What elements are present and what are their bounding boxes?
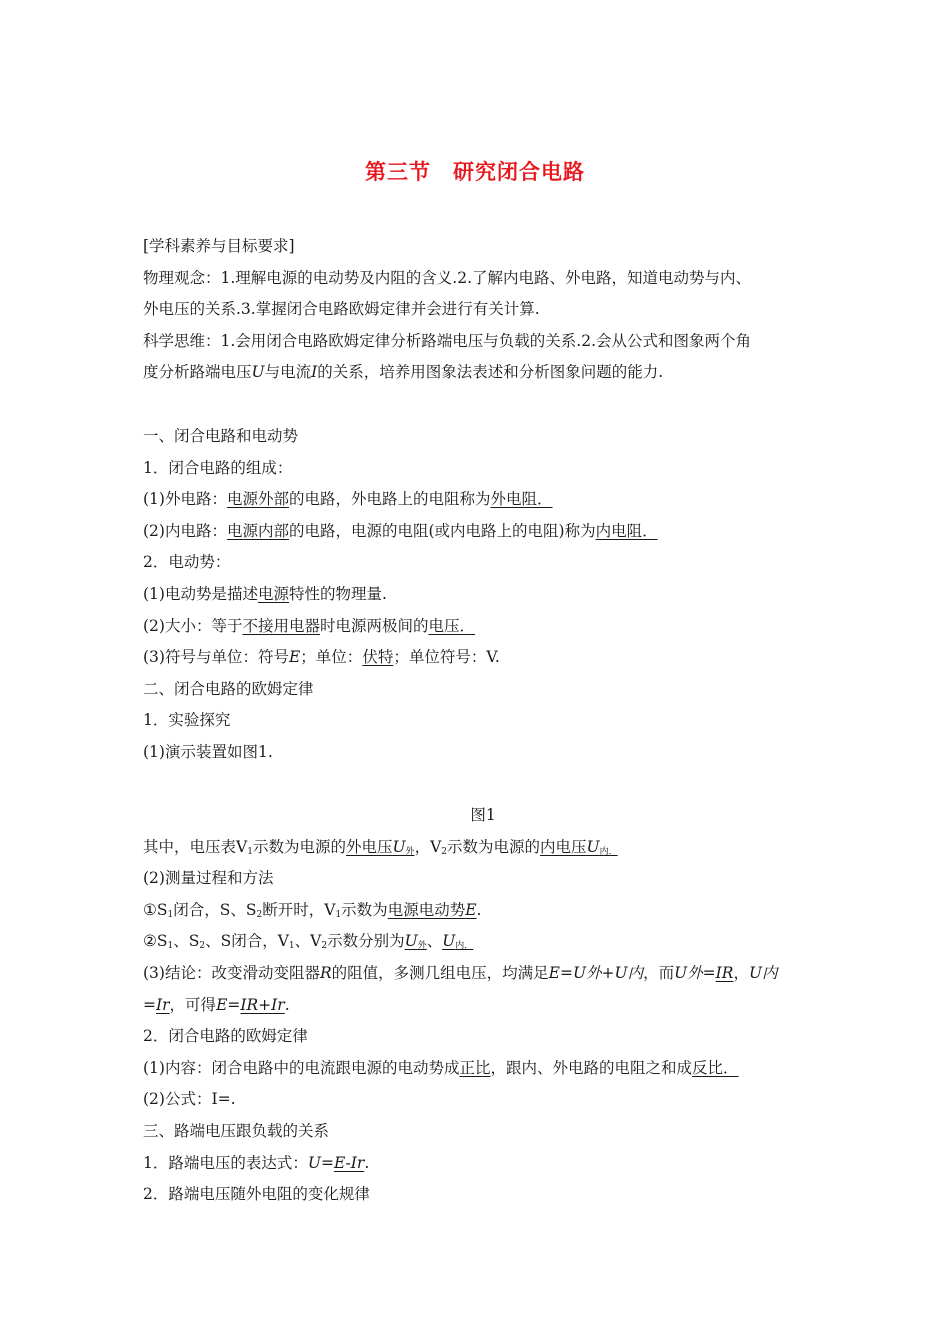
section-heading-1: 一、闭合电路和电动势 — [143, 426, 299, 445]
text: ①S — [143, 900, 168, 919]
text: (1)外电路： — [143, 490, 227, 509]
conclusion-line-2 — [143, 990, 823, 1022]
equation: U外= — [674, 964, 716, 983]
section-heading-2: 二、闭合电路的欧姆定律 — [143, 679, 314, 698]
symbol: I — [311, 363, 318, 382]
text: 示数为电源的 — [252, 837, 346, 856]
physics-concept-line-1: 物理观念：1.理解电源的电动势及内阻的含义.2.了解内电路、外电路，知道电动势与内、 — [143, 268, 752, 287]
subheading: 2．路端电压随外电阻的变化规律 — [143, 1185, 370, 1204]
subheading: 1．闭合电路的组成： — [143, 458, 293, 477]
symbol: U — [586, 837, 600, 856]
symbol: U — [392, 837, 406, 856]
text: 时电源两极间的 — [319, 616, 429, 635]
text: 内电压 — [540, 837, 587, 856]
text: (2)内电路： — [143, 521, 227, 540]
text: ，而 — [643, 964, 675, 983]
text: 的关系，培养用图象法表述和分析图象问题的能力. — [317, 363, 664, 382]
text: 断开时，V — [262, 900, 336, 919]
science-thinking-line-1: 科学思维：1.会用闭合电路欧姆定律分析路端电压与负载的关系.2.会从公式和图象两个角 — [143, 331, 752, 350]
figure-placeholder — [143, 769, 823, 801]
answer-blank: 不接用电器 — [242, 616, 320, 635]
text: ，可得 — [169, 995, 217, 1014]
ohm-law-formula-line: (2)公式：I=. — [143, 1090, 236, 1109]
internal-circuit-line — [143, 516, 823, 548]
subheading: 1．实验探究 — [143, 711, 231, 730]
section-heading-3: 三、路端电压跟负载的关系 — [143, 1122, 330, 1141]
subscript: 2 — [441, 846, 447, 857]
subscript: 内． — [599, 846, 618, 857]
text: 特性的物理量. — [288, 584, 387, 603]
figure-caption: 图1 — [470, 806, 496, 825]
answer-blank: 伏特 — [362, 648, 394, 667]
text: (1)电动势是描述 — [143, 584, 258, 603]
answer-blank: IR — [715, 964, 734, 983]
text: (2)大小：等于 — [143, 616, 243, 635]
text: 、S闭合，V — [205, 932, 289, 951]
text: 外电压 — [345, 837, 393, 856]
science-thinking-line-2 — [143, 357, 823, 389]
answer-blank: IR+Ir — [240, 995, 285, 1014]
text: 闭合，S、S — [173, 900, 257, 919]
text: 与电流 — [264, 363, 312, 382]
subscript: 1 — [167, 941, 174, 952]
answer-blank — [346, 838, 415, 856]
voltmeter-line — [143, 832, 823, 864]
subscript: 2 — [256, 909, 263, 920]
subscript: 1 — [247, 846, 253, 857]
text: 1．路端电压的表达式： — [143, 1153, 308, 1172]
subscript: 2 — [199, 941, 206, 952]
text: . — [284, 995, 290, 1014]
physics-concept-line-2: 外电压的关系.3.掌握闭合电路欧姆定律并会进行有关计算. — [143, 300, 540, 319]
process-line: (2)测量过程和方法 — [143, 869, 274, 888]
answer-blank: 内电阻． — [595, 521, 658, 540]
answer-blank: 反比． — [692, 1058, 739, 1077]
symbol: U — [251, 363, 265, 382]
answer-blank — [388, 901, 477, 919]
text: (1)内容：闭合电路中的电流跟电源的电动势成 — [143, 1058, 460, 1077]
text: 电源电动势 — [387, 900, 466, 919]
external-circuit-line — [143, 484, 823, 516]
symbol: E — [465, 900, 477, 919]
subscript: 2 — [321, 941, 328, 952]
text: 示数分别为 — [327, 932, 405, 951]
answer-blank: 外电阻． — [490, 490, 553, 509]
text: 示数为电源的 — [447, 837, 541, 856]
answer-blank: 电压． — [428, 616, 476, 635]
symbol: R — [319, 964, 332, 983]
answer-blank — [442, 932, 473, 950]
step-2-line — [143, 926, 823, 958]
answer-blank — [540, 838, 618, 856]
emf-definition-line — [143, 579, 823, 611]
text: . — [476, 900, 482, 919]
subheading: 2．闭合电路的欧姆定律 — [143, 1027, 308, 1046]
equation: E= — [216, 995, 241, 1014]
text: ；单位符号：V. — [393, 648, 500, 667]
text: 的阻值，多测几组电压，均满足 — [331, 964, 549, 983]
emf-magnitude-line — [143, 611, 823, 643]
subscript: 1 — [288, 941, 295, 952]
equation: U= — [307, 1153, 334, 1172]
subscript: 外 — [417, 941, 427, 952]
text: . — [364, 1153, 370, 1172]
document-body — [143, 231, 823, 1211]
text: 度分析路端电压 — [143, 363, 252, 382]
text: 的电路，外电路上的电阻称为 — [288, 490, 491, 509]
text: (3)符号与单位：符号 — [143, 648, 289, 667]
emf-symbol-line — [143, 642, 823, 674]
answer-blank: E-Ir — [333, 1153, 365, 1172]
subscript: 1 — [335, 909, 342, 920]
text: 、 — [426, 932, 443, 951]
demo-line: (1)演示装置如图1. — [143, 742, 273, 761]
subscript: 1 — [167, 909, 174, 920]
equation: E=U外+U内 — [548, 964, 644, 983]
subheading: 2．电动势： — [143, 553, 231, 572]
text: (3)结论：改变滑动变阻器 — [143, 964, 320, 983]
text: 的电路，电源的电阻(或内电路上的电阻)称为 — [288, 521, 596, 540]
terminal-voltage-expression-line — [143, 1148, 823, 1180]
equation: U内 — [748, 964, 778, 983]
page-title: 第三节 研究闭合电路 — [365, 160, 585, 184]
text: 、S — [173, 932, 200, 951]
requirements-header: [学科素养与目标要求] — [143, 237, 295, 255]
symbol: E — [288, 648, 301, 667]
answer-blank: 电源外部 — [226, 490, 289, 509]
ohm-law-content-line — [143, 1053, 823, 1085]
answer-blank: 电源 — [257, 584, 289, 603]
text: ，V — [414, 837, 442, 856]
answer-blank — [405, 932, 427, 950]
subscript: 内． — [455, 941, 474, 952]
text: 、V — [294, 932, 322, 951]
text: = — [143, 995, 156, 1014]
text: ， — [733, 964, 749, 983]
subscript: 外 — [405, 846, 415, 857]
text: ②S — [143, 932, 168, 951]
symbol: U — [404, 932, 418, 951]
answer-blank: 正比 — [459, 1058, 491, 1077]
answer-blank: Ir — [156, 995, 170, 1014]
answer-blank: 电源内部 — [226, 521, 289, 540]
step-1-line — [143, 895, 823, 927]
symbol: U — [442, 932, 456, 951]
conclusion-line-1 — [143, 958, 823, 990]
text: ，跟内、外电路的电阻之和成 — [490, 1058, 692, 1077]
text: ；单位： — [300, 648, 363, 667]
text: 示数为 — [341, 900, 388, 919]
text: 其中，电压表V — [143, 837, 248, 856]
